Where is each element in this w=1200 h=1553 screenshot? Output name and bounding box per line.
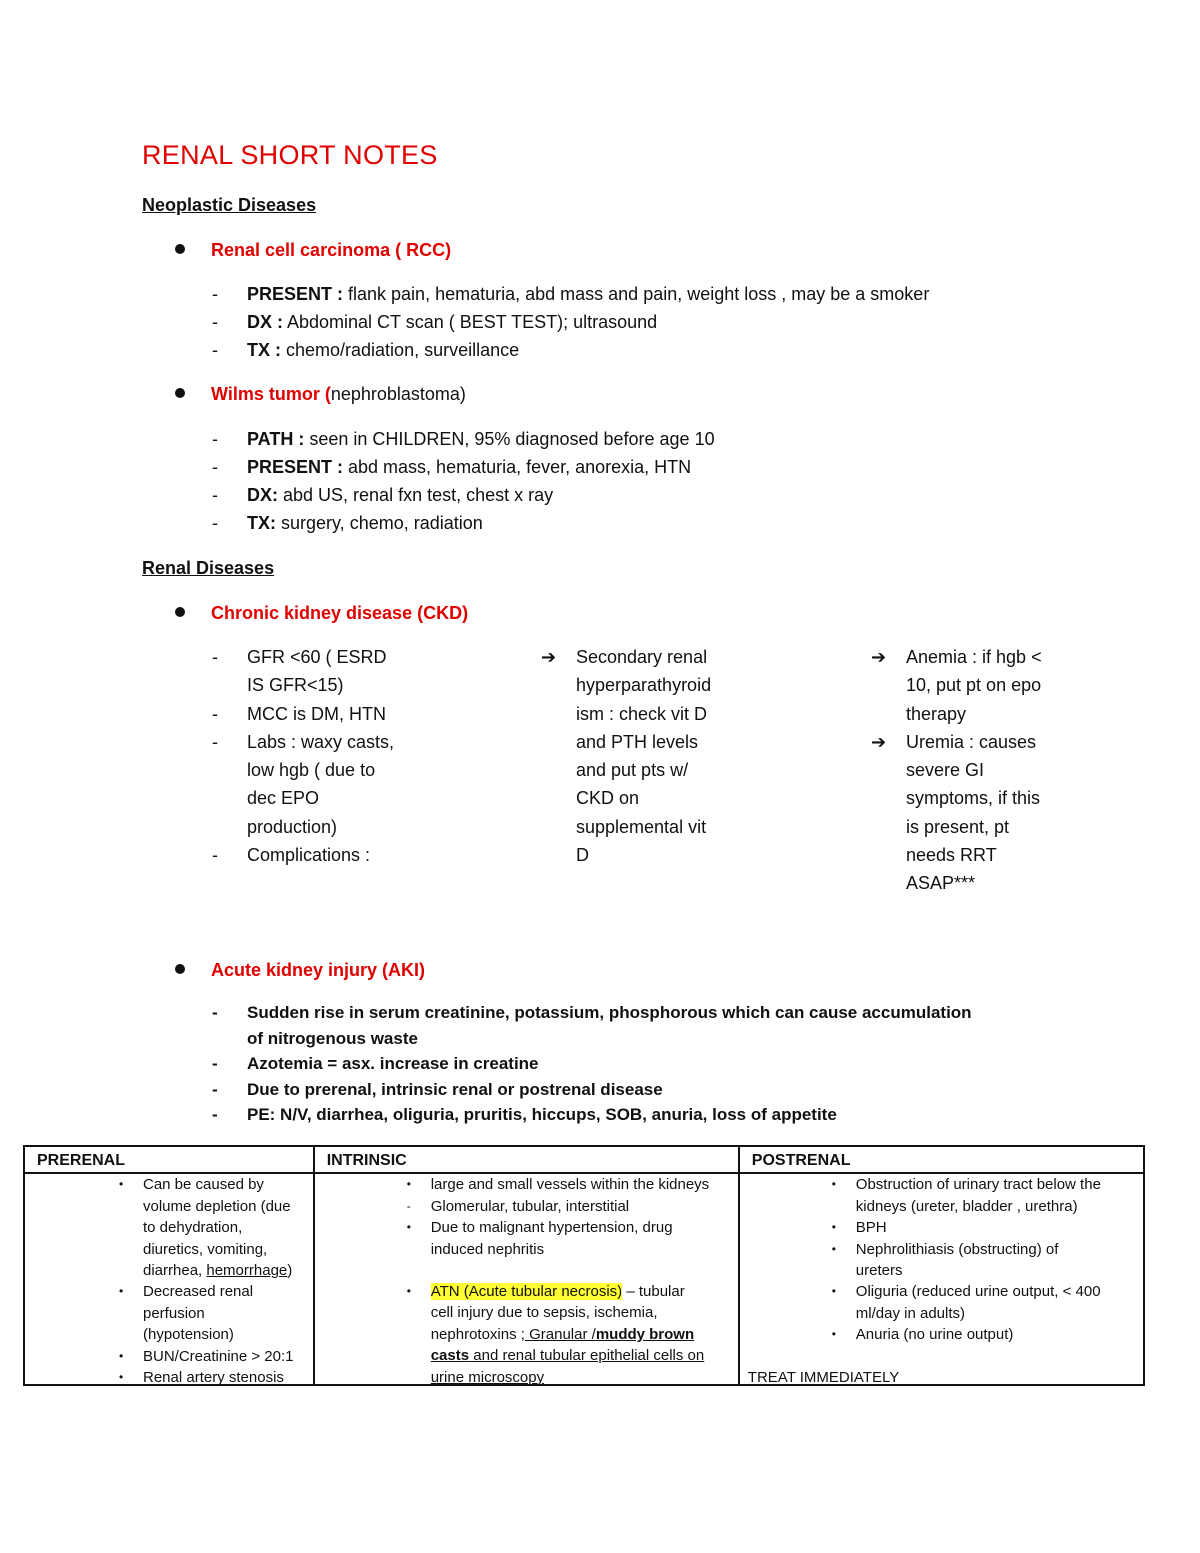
column-header-postrenal: POSTRENAL	[739, 1146, 1144, 1173]
list-item: - PE: N/V, diarrhea, oliguria, pruritis, hiccups, SOB, anuria, loss of appetite	[212, 1105, 837, 1124]
list-item: - Complications :	[212, 845, 371, 866]
list-item: ➔ Uremia : causes severe GI symptoms, if this is present, pt needs RRT ASAP***	[906, 728, 1076, 898]
wilms-details	[212, 425, 715, 537]
list-item: • Renal artery stenosis	[119, 1369, 284, 1387]
list-item: - Azotemia = asx. increase in creatine	[212, 1054, 539, 1073]
bullet-icon	[175, 244, 185, 254]
highlighted-text: ATN (Acute tubular necrosis)	[430, 1283, 623, 1301]
section-heading-neoplastic: Neoplastic Diseases	[142, 195, 317, 215]
disease-ckd: Chronic kidney disease (CKD)	[175, 603, 468, 624]
list-item: - PATH : seen in CHILDREN, 95% diagnosed before age 10	[212, 429, 715, 449]
list-item: • Anuria (no urine output)	[831, 1326, 1014, 1344]
list-item: • Decreased renal perfusion (hypotension)	[119, 1283, 254, 1344]
list-item: - MCC is DM, HTN	[212, 703, 386, 724]
aki-causes-table	[23, 1145, 1145, 1386]
ckd-column-3	[871, 643, 1076, 898]
list-item: • Oliguria (reduced urine output, < 400 ml/day in adults)	[831, 1283, 1101, 1322]
list-item: - GFR <60 ( ESRD IS GFR<15)	[212, 647, 387, 696]
list-item: ➔ Anemia : if hgb < 10, put pt on epo therapy	[906, 643, 1076, 728]
list-item: - Labs : waxy casts, low hgb ( due to dec EPO production)	[212, 731, 395, 837]
cell-intrinsic	[314, 1173, 739, 1385]
arrow-right-icon: ➔	[541, 647, 557, 667]
disease-wilms: Wilms tumor (nephroblastoma)	[175, 384, 466, 405]
cell-prerenal	[24, 1173, 314, 1385]
disease-name: Renal cell carcinoma ( RCC)	[211, 240, 452, 260]
list-item: • Can be caused by volume depletion (due to dehydration, diuretics, vomiting, diarrhea, hemorrhage)	[119, 1176, 293, 1280]
list-item: - DX : Abdominal CT scan ( BEST TEST); ultrasound	[212, 312, 658, 332]
section-heading-renal: Renal Diseases	[142, 558, 275, 578]
table-row	[24, 1173, 1144, 1385]
list-item: - DX: abd US, renal fxn test, chest x ray	[212, 485, 554, 505]
list-item-atn: • ATN (Acute tubular necrosis) – tubular cell injury due to sepsis, ischemia, nephrotoxins ; Granular /muddy brown casts and renal tubular epithelial cells on urine microscopy	[406, 1283, 705, 1386]
list-item: - Glomerular, tubular, interstitial	[406, 1197, 630, 1215]
treat-immediately-note: TREAT IMMEDIATELY	[747, 1368, 900, 1386]
disease-rcc	[175, 240, 451, 261]
list-item: - PRESENT : abd mass, hematuria, fever, anorexia, HTN	[212, 457, 692, 477]
cell-postrenal	[739, 1173, 1144, 1385]
list-item: • Nephrolithiasis (obstructing) of ureters	[831, 1240, 1059, 1280]
list-item: • large and small vessels within the kidneys	[406, 1176, 710, 1194]
bullet-icon	[175, 964, 185, 974]
ckd-column-1	[212, 643, 417, 869]
list-item: - Due to prerenal, intrinsic renal or postrenal disease	[212, 1079, 663, 1099]
list-item: • Obstruction of urinary tract below the kidneys (ureter, bladder , urethra)	[831, 1176, 1101, 1215]
column-header-intrinsic: INTRINSIC	[314, 1146, 739, 1173]
arrow-right-icon: ➔	[871, 647, 887, 667]
bullet-icon	[175, 388, 185, 398]
arrow-right-icon: ➔	[871, 731, 887, 752]
page-title: RENAL SHORT NOTES	[142, 140, 438, 170]
table-header-row	[24, 1146, 1144, 1173]
rcc-details	[212, 280, 929, 364]
list-item: ➔ Secondary renal hyperparathyroid ism : check vit D and PTH levels and put pts w/ CKD on supplemental vit D	[576, 643, 746, 869]
list-item: - TX : chemo/radiation, surveillance	[212, 340, 520, 360]
list-item: - PRESENT : flank pain, hematuria, abd mass and pain, weight loss , may be a smoker	[212, 284, 930, 304]
disease-aki: Acute kidney injury (AKI)	[175, 960, 425, 981]
aki-details	[212, 1000, 992, 1128]
bullet-icon	[175, 607, 185, 617]
list-item: - Sudden rise in serum creatinine, potassium, phosphorous which can cause accumulation of nitrogenous waste	[212, 1003, 972, 1048]
column-header-prerenal: PRERENAL	[24, 1146, 314, 1173]
ckd-column-2	[541, 643, 746, 869]
list-item: • Due to malignant hypertension, drug induced nephritis	[406, 1219, 673, 1258]
list-item: • BUN/Creatinine > 20:1	[119, 1347, 294, 1365]
list-item: - TX: surgery, chemo, radiation	[212, 513, 483, 533]
list-item: • BPH	[831, 1219, 887, 1237]
